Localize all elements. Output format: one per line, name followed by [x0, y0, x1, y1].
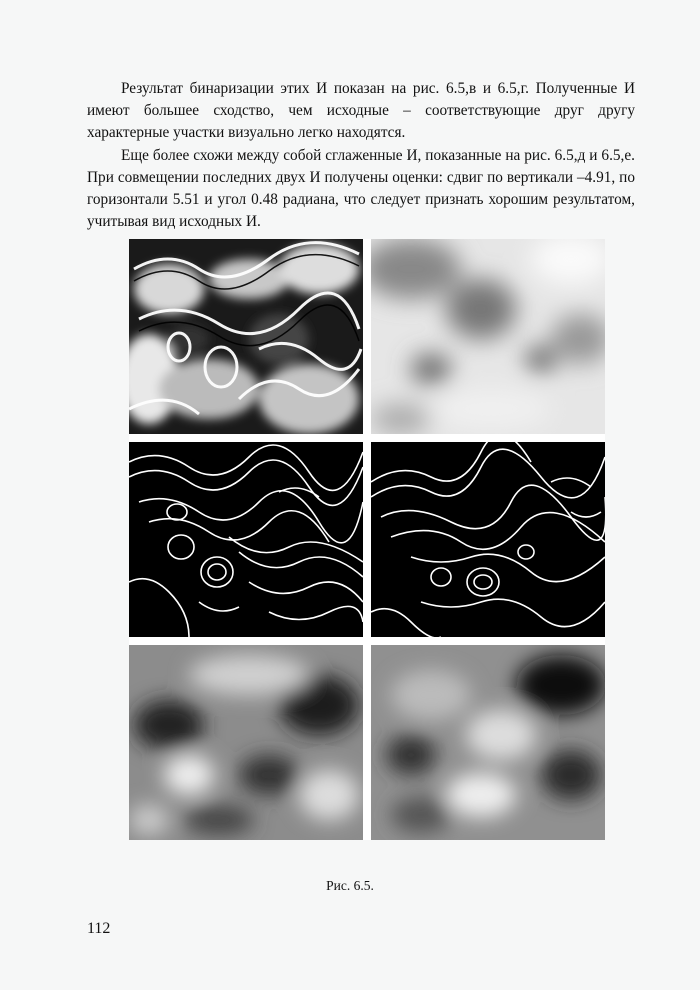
figure-panel-b	[371, 239, 605, 434]
figure-6-5	[129, 239, 605, 840]
figure-panel-f	[371, 645, 605, 840]
figure-panel-c	[129, 442, 363, 637]
page-number: 112	[87, 920, 111, 937]
paragraph-1: Результат бинаризации этих И показан на рис. 6.5,в и 6.5,г. Полученные И имеют большее сходство, чем исходные – соответствующие друг другу характерные участки визуально легко находятся.	[87, 80, 635, 142]
body-text	[87, 78, 635, 233]
paragraph-2: Еще более схожи между собой сглаженные И, показанные на рис. 6.5,д и 6.5,е. При совмещении последних двух И получены оценки: сдвиг по вертикали –4.91, по горизонтали 5.51 и угол 0.48 радиана, что следует признать хорошим результатом, учитывая вид исходных И.	[87, 146, 635, 231]
figure-panel-e	[129, 645, 363, 840]
figure-panel-a	[129, 239, 363, 434]
figure-caption: Рис. 6.5.	[326, 878, 374, 893]
figure-panel-d	[371, 442, 605, 637]
